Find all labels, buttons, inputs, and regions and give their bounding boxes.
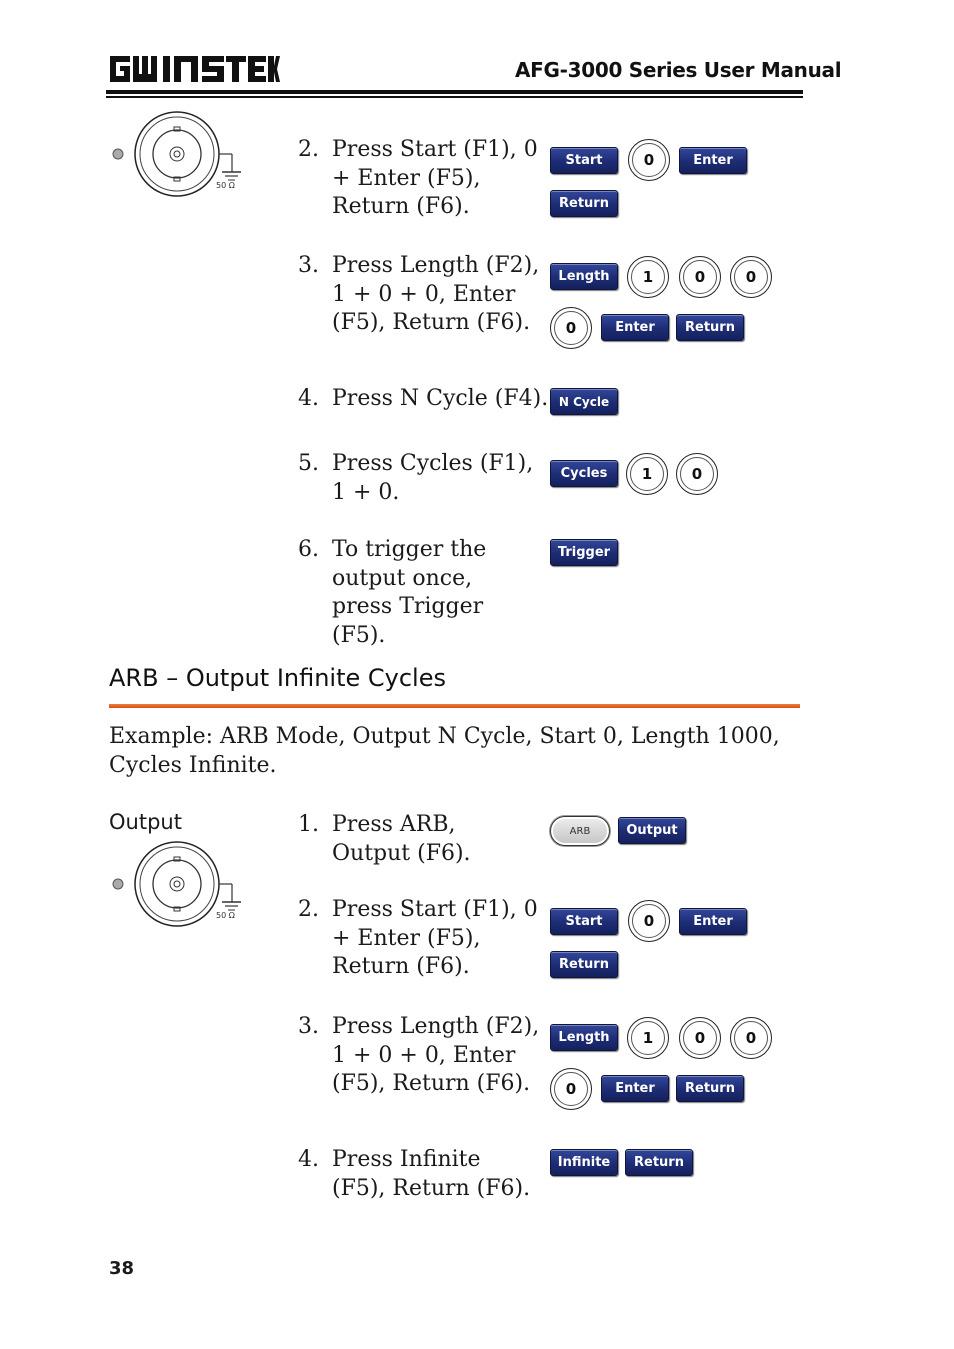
enter-button[interactable]: Enter <box>679 908 747 935</box>
length-button[interactable]: Length <box>550 1024 618 1051</box>
return-button[interactable]: Return <box>676 314 744 341</box>
section-rule <box>109 704 800 708</box>
return-button[interactable]: Return <box>550 190 618 217</box>
step-number: 3. <box>298 253 319 278</box>
digit-1-button[interactable]: 1 <box>627 256 669 298</box>
step-text: Press Length (F2), 1 + 0 + 0, Enter (F5), Return (F6). <box>332 1014 540 1096</box>
step-text: Press Start (F1), 0 + Enter (F5), Return (F6). <box>332 137 538 219</box>
length-button[interactable]: Length <box>550 263 618 290</box>
digit-1-button[interactable]: 1 <box>626 453 668 495</box>
digit-0-button[interactable]: 0 <box>679 1017 721 1059</box>
enter-button[interactable]: Enter <box>601 1075 669 1102</box>
header-rule-thin <box>106 96 803 98</box>
output-label: Output <box>109 810 182 834</box>
step-number: 5. <box>298 451 319 476</box>
example-text: Example: ARB Mode, Output N Cycle, Start 0, Length 1000, Cycles Infinite. <box>109 724 780 778</box>
cycles-button[interactable]: Cycles <box>550 460 618 487</box>
trigger-button[interactable]: Trigger <box>550 539 618 566</box>
return-button[interactable]: Return <box>550 951 618 978</box>
infinite-button[interactable]: Infinite <box>550 1149 618 1176</box>
start-button[interactable]: Start <box>550 147 618 174</box>
digit-0-button[interactable]: 0 <box>730 256 772 298</box>
digit-0-button[interactable]: 0 <box>628 900 670 942</box>
impedance-label: 50 Ω <box>216 181 235 190</box>
n-cycle-button[interactable]: N Cycle <box>550 388 618 415</box>
digit-0-button[interactable]: 0 <box>730 1017 772 1059</box>
step-text: Press Cycles (F1), 1 + 0. <box>332 451 534 505</box>
section-title: ARB – Output Infinite Cycles <box>109 664 446 692</box>
manual-title: AFG-3000 Series User Manual <box>515 58 842 82</box>
step-text: Press ARB, Output (F6). <box>332 812 471 866</box>
digit-0-button[interactable]: 0 <box>679 256 721 298</box>
return-button[interactable]: Return <box>625 1149 693 1176</box>
digit-0-button[interactable]: 0 <box>676 453 718 495</box>
output-button[interactable]: Output <box>618 817 686 844</box>
step-text: Press Infinite (F5), Return (F6). <box>332 1147 531 1201</box>
step-number: 4. <box>298 386 319 411</box>
step-number: 6. <box>298 537 319 562</box>
page-number: 38 <box>109 1258 135 1279</box>
step-number: 2. <box>298 137 319 162</box>
start-button[interactable]: Start <box>550 908 618 935</box>
arb-button[interactable]: ARB <box>550 816 610 846</box>
step-number: 3. <box>298 1014 319 1039</box>
step-text: To trigger the output once, press Trigger (F5). <box>332 537 487 648</box>
step-text: Press Start (F1), 0 + Enter (F5), Return (F6). <box>332 897 538 979</box>
step-number: 2. <box>298 897 319 922</box>
step-text: Press Length (F2), 1 + 0 + 0, Enter (F5), Return (F6). <box>332 253 540 335</box>
enter-button[interactable]: Enter <box>601 314 669 341</box>
digit-1-button[interactable]: 1 <box>627 1017 669 1059</box>
enter-button[interactable]: Enter <box>679 147 747 174</box>
digit-0-button[interactable]: 0 <box>628 139 670 181</box>
header-rule <box>106 90 803 94</box>
step-text: Press N Cycle (F4). <box>332 386 549 411</box>
digit-0-button[interactable]: 0 <box>550 1068 592 1110</box>
gw-instek-logo <box>108 52 280 86</box>
return-button[interactable]: Return <box>676 1075 744 1102</box>
step-number: 1. <box>298 812 319 837</box>
step-number: 4. <box>298 1147 319 1172</box>
digit-0-button[interactable]: 0 <box>550 307 592 349</box>
impedance-label: 50 Ω <box>216 911 235 920</box>
